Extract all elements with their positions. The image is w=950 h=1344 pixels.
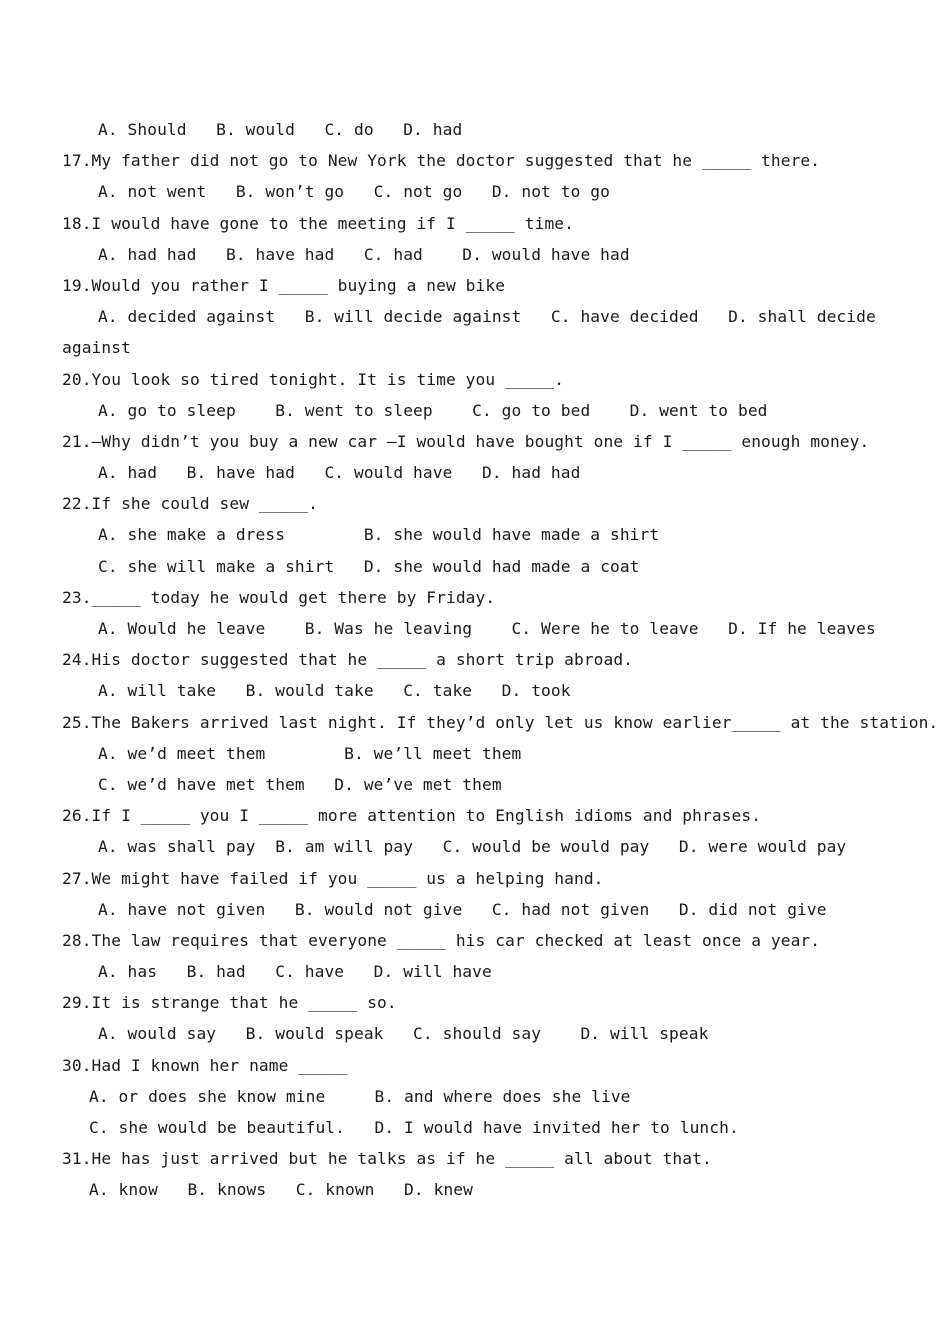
- question-19: 19.Would you rather I _____ buying a new bike: [62, 275, 506, 295]
- option-line: A. or does she know mine B. and where does she live: [89, 1086, 631, 1106]
- option-line: A. Should B. would C. do D. had: [98, 120, 463, 139]
- option-line: A. was shall pay B. am will pay C. would be would pay D. were would pay: [98, 837, 847, 857]
- option-line: C. we’d have met them D. we’ve met them: [98, 774, 502, 794]
- option-line: C. she will make a shirt D. she would had made a coat: [98, 556, 640, 576]
- option-line: A. has B. had C. have D. will have: [98, 962, 492, 982]
- question-21: 21.—Why didn’t you buy a new car —I would have bought one if I _____ enough money.: [62, 431, 870, 451]
- option-line: A. she make a dress B. she would have made a shirt: [98, 525, 660, 545]
- option-line: A. had had B. have had C. had D. would have had: [98, 244, 630, 264]
- question-20: 20.You look so tired tonight. It is time you _____.: [62, 369, 565, 389]
- option-line: A. had B. have had C. would have D. had had: [98, 463, 581, 483]
- option-line: A. know B. knows C. known D. knew: [89, 1180, 473, 1200]
- question-30: 30.Had I known her name _____: [62, 1055, 348, 1075]
- option-line: A. would say B. would speak C. should say D. will speak: [98, 1024, 709, 1044]
- question-27: 27.We might have failed if you _____ us a helping hand.: [62, 868, 604, 888]
- question-23: 23._____ today he would get there by Friday.: [62, 587, 496, 607]
- question-24: 24.His doctor suggested that he _____ a short trip abroad.: [62, 650, 634, 670]
- question-26: 26.If I _____ you I _____ more attention to English idioms and phrases.: [62, 806, 762, 826]
- question-list: [62, 114, 939, 1206]
- question-31: 31.He has just arrived but he talks as if he _____ all about that.: [62, 1149, 712, 1169]
- question-29: 29.It is strange that he _____ so.: [62, 993, 397, 1013]
- question-18: 18.I would have gone to the meeting if I _____ time.: [62, 213, 574, 233]
- question-22: 22.If she could sew _____.: [62, 494, 318, 514]
- option-line: A. go to sleep B. went to sleep C. go to bed D. went to bed: [98, 400, 768, 420]
- question-17: 17.My father did not go to New York the doctor suggested that he _____ there.: [62, 151, 821, 171]
- option-continuation: against: [62, 338, 131, 358]
- question-25: 25.The Bakers arrived last night. If they’d only let us know earlier_____ at the station.: [62, 712, 939, 732]
- option-line: A. have not given B. would not give C. had not given D. did not give: [98, 899, 827, 919]
- option-line: A. will take B. would take C. take D. took: [98, 681, 571, 701]
- option-line: A. Would he leave B. Was he leaving C. Were he to leave D. If he leaves: [98, 619, 876, 638]
- option-line: A. we’d meet them B. we’ll meet them: [98, 743, 522, 763]
- option-line: A. decided against B. will decide against C. have decided D. shall decide: [98, 307, 876, 327]
- question-28: 28.The law requires that everyone _____ his car checked at least once a year.: [62, 930, 821, 950]
- option-line: A. not went B. won’t go C. not go D. not to go: [98, 182, 610, 202]
- option-line: C. she would be beautiful. D. I would have invited her to lunch.: [89, 1118, 739, 1137]
